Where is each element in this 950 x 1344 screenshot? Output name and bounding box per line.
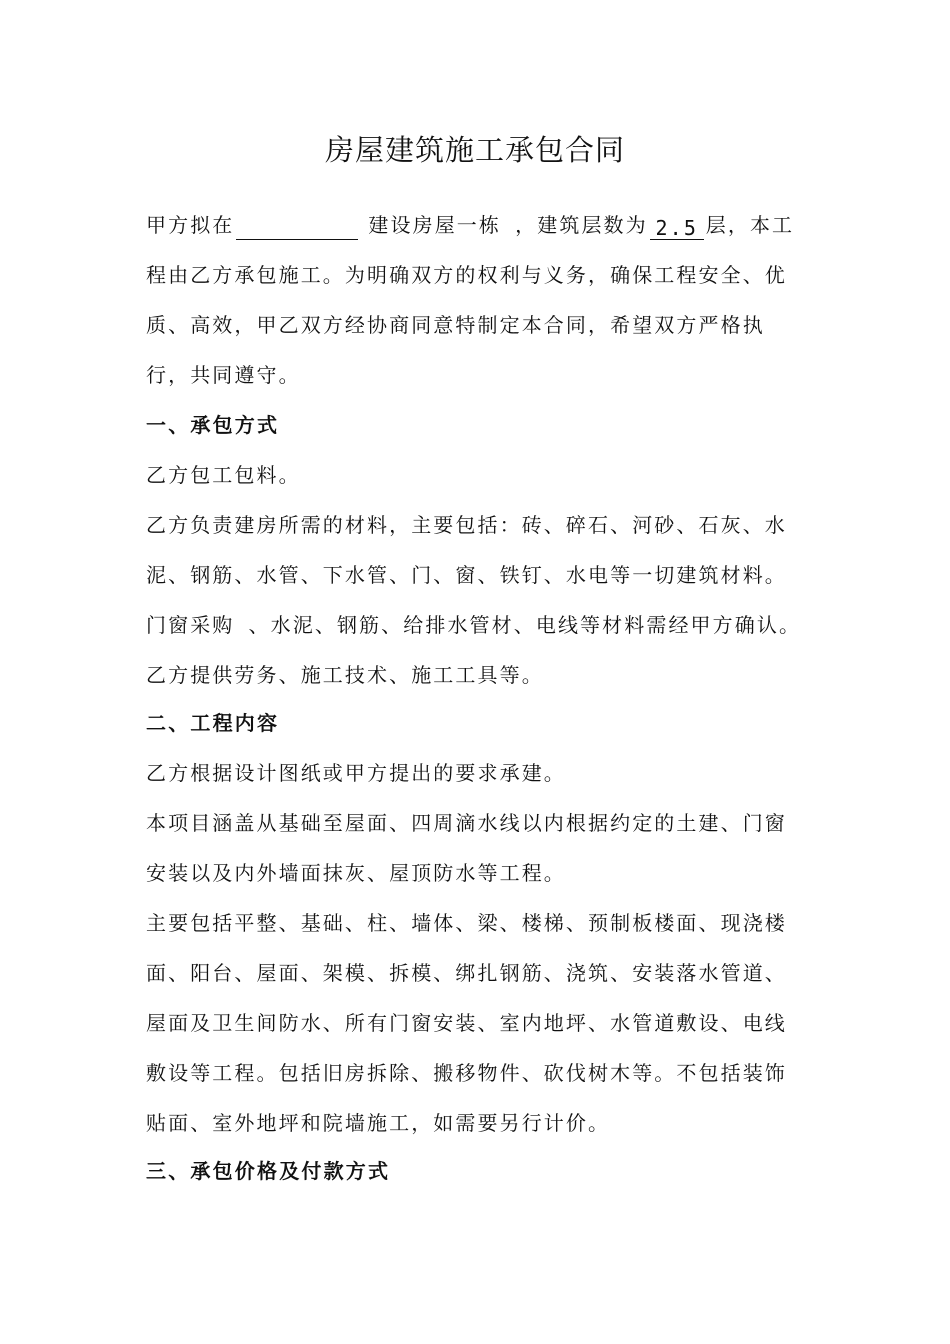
section2-line: 面、阳台、屋面、架模、拆模、绑扎钢筋、浇筑、安装落水管道、 (146, 961, 787, 985)
section-heading-2: 二、工程内容 (146, 711, 280, 735)
document-title: 房屋建筑施工承包合同 (324, 133, 625, 167)
section2-line: 主要包括平整、基础、柱、墙体、梁、楼梯、预制板楼面、现浇楼 (146, 911, 787, 935)
intro-text-b: 建设房屋一栋 ，建筑层数为 (368, 213, 648, 237)
intro-text-a: 甲方拟在 (146, 213, 235, 237)
section1-line: 泥、钢筋、水管、下水管、门、窗、铁钉、水电等一切建筑材料。 (146, 563, 787, 587)
section1-line: 门窗采购 、水泥、钢筋、给排水管材、电线等材料需经甲方确认。 (146, 613, 802, 637)
floors-value: 2.5 (650, 213, 704, 240)
section1-line: 乙方包工包料。 (146, 463, 301, 487)
site-blank-field (236, 213, 358, 240)
section2-line: 安装以及内外墙面抹灰、屋顶防水等工程。 (146, 861, 566, 885)
intro-line-2: 程由乙方承包施工。为明确双方的权利与义务，确保工程安全、优 (146, 263, 787, 287)
intro-line-3: 质、高效，甲乙双方经协商同意特制定本合同，希望双方严格执 (146, 313, 765, 337)
intro-text-c: 层，本工 (705, 213, 795, 237)
section-heading-3: 三、承包价格及付款方式 (146, 1159, 391, 1183)
section2-line: 本项目涵盖从基础至屋面、四周滴水线以内根据约定的土建、门窗 (146, 811, 787, 835)
section2-line: 乙方根据设计图纸或甲方提出的要求承建。 (146, 761, 566, 785)
section-heading-1: 一、承包方式 (146, 413, 280, 437)
intro-line-1 (146, 210, 846, 240)
section2-line: 敷设等工程。包括旧房拆除、搬移物件、砍伐树木等。不包括装饰 (146, 1061, 787, 1085)
section1-line: 乙方负责建房所需的材料，主要包括：砖、碎石、河砂、石灰、水 (146, 513, 787, 537)
intro-line-4: 行，共同遵守。 (146, 363, 301, 387)
section1-line: 乙方提供劳务、施工技术、施工工具等。 (146, 663, 544, 687)
section2-line: 屋面及卫生间防水、所有门窗安装、室内地坪、水管道敷设、电线 (146, 1011, 787, 1035)
section2-line: 贴面、室外地坪和院墙施工，如需要另行计价。 (146, 1111, 611, 1135)
